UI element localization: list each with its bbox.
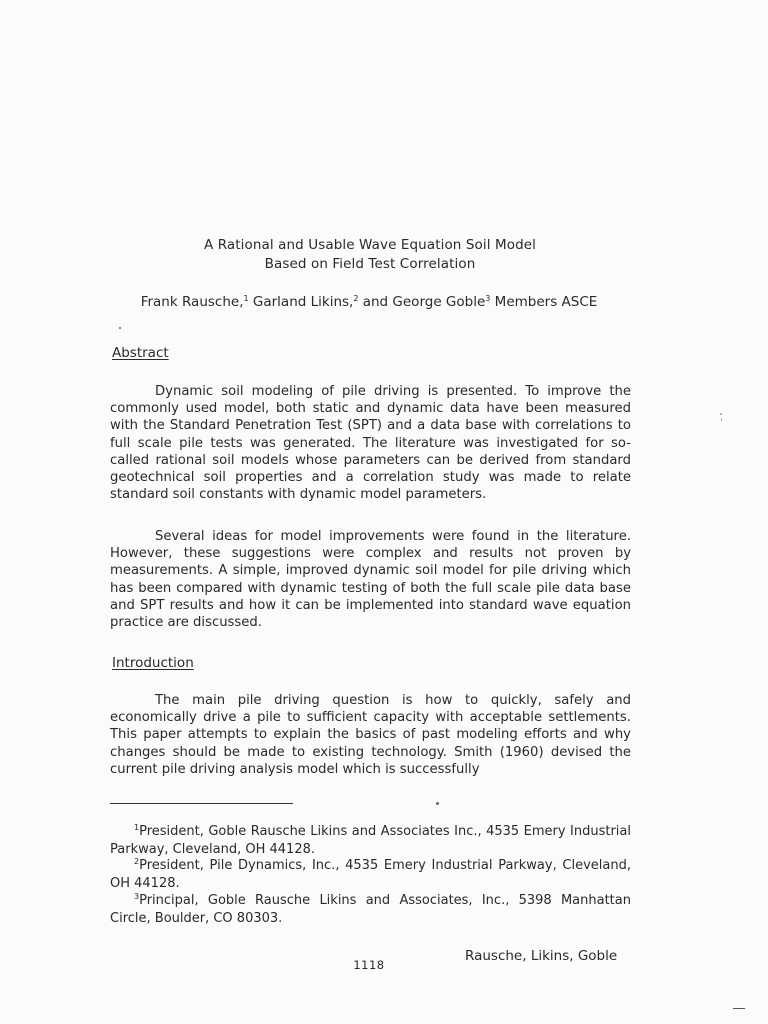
affiliation-mark: 3 bbox=[485, 294, 491, 303]
author-affiliation-suffix: Members ASCE bbox=[490, 294, 598, 310]
scan-speck bbox=[720, 413, 722, 415]
author-name: Frank Rausche, bbox=[140, 294, 244, 310]
author-list bbox=[0, 289, 738, 312]
page-number: 1118 bbox=[353, 958, 385, 972]
footnote-mark: 1 bbox=[134, 823, 140, 832]
scan-speck bbox=[119, 327, 121, 329]
footnote-mark: 3 bbox=[134, 892, 140, 901]
scan-mark bbox=[733, 1008, 745, 1009]
footnote-text: Principal, Goble Rausche Likins and Associates, Inc., 5398 Manhattan Circle, Boulder, CO 80303. bbox=[110, 893, 631, 926]
paper-title-line-2: Based on Field Test Correlation bbox=[264, 256, 476, 272]
footnote-divider bbox=[110, 803, 293, 804]
abstract-paragraph-1: Dynamic soil modeling of pile driving is presented. To improve the commonly used model, both static and dynamic data have been measured with the Standard Penetration Test (SPT) and a data base with correlations to full scale pile tests was generated. The literature was investigated for so-called rational soil models whose parameters can be derived from standard geotechnical soil properties and a correlation study was made to relate standard soil constants with dynamic model parameters. bbox=[110, 384, 631, 503]
abstract-heading: Abstract bbox=[112, 345, 169, 361]
author-name: and George Goble bbox=[358, 294, 486, 310]
footnote-2 bbox=[110, 853, 631, 892]
scan-speck bbox=[436, 802, 439, 805]
affiliation-mark: 2 bbox=[353, 294, 359, 303]
footnote-3 bbox=[110, 888, 631, 927]
introduction-paragraph-1: The main pile driving question is how to quickly, safely and economically drive a pile to sufficient capacity with acceptable settlements. This paper attempts to explain the basics of past modeling efforts and why changes should be made to existing technology. Smith (1960) devised the current pile driving analysis model which is successfully bbox=[110, 693, 631, 777]
footnote-text: President, Goble Rausche Likins and Associates Inc., 4535 Emery Industrial Parkway, Cleveland, OH 44128. bbox=[110, 824, 631, 857]
paper-title-line-1: A Rational and Usable Wave Equation Soil Model bbox=[203, 237, 537, 253]
footnote-mark: 2 bbox=[134, 857, 140, 866]
abstract-paragraph-2: Several ideas for model improvements were found in the literature. However, these suggestions were complex and results not proven by measurements. A simple, improved dynamic soil model for pile driving which has been compared with dynamic testing of both the full scale pile data base and SPT results and how it can be implemented into standard wave equation practice are discussed. bbox=[110, 529, 631, 631]
author-name: Garland Likins, bbox=[248, 294, 354, 310]
footnote-text: President, Pile Dynamics, Inc., 4535 Emery Industrial Parkway, Cleveland, OH 44128. bbox=[110, 858, 631, 891]
introduction-heading: Introduction bbox=[112, 655, 194, 671]
affiliation-mark: 1 bbox=[243, 294, 249, 303]
running-footer: Rausche, Likins, Goble bbox=[465, 948, 618, 964]
scan-speck bbox=[721, 418, 722, 421]
